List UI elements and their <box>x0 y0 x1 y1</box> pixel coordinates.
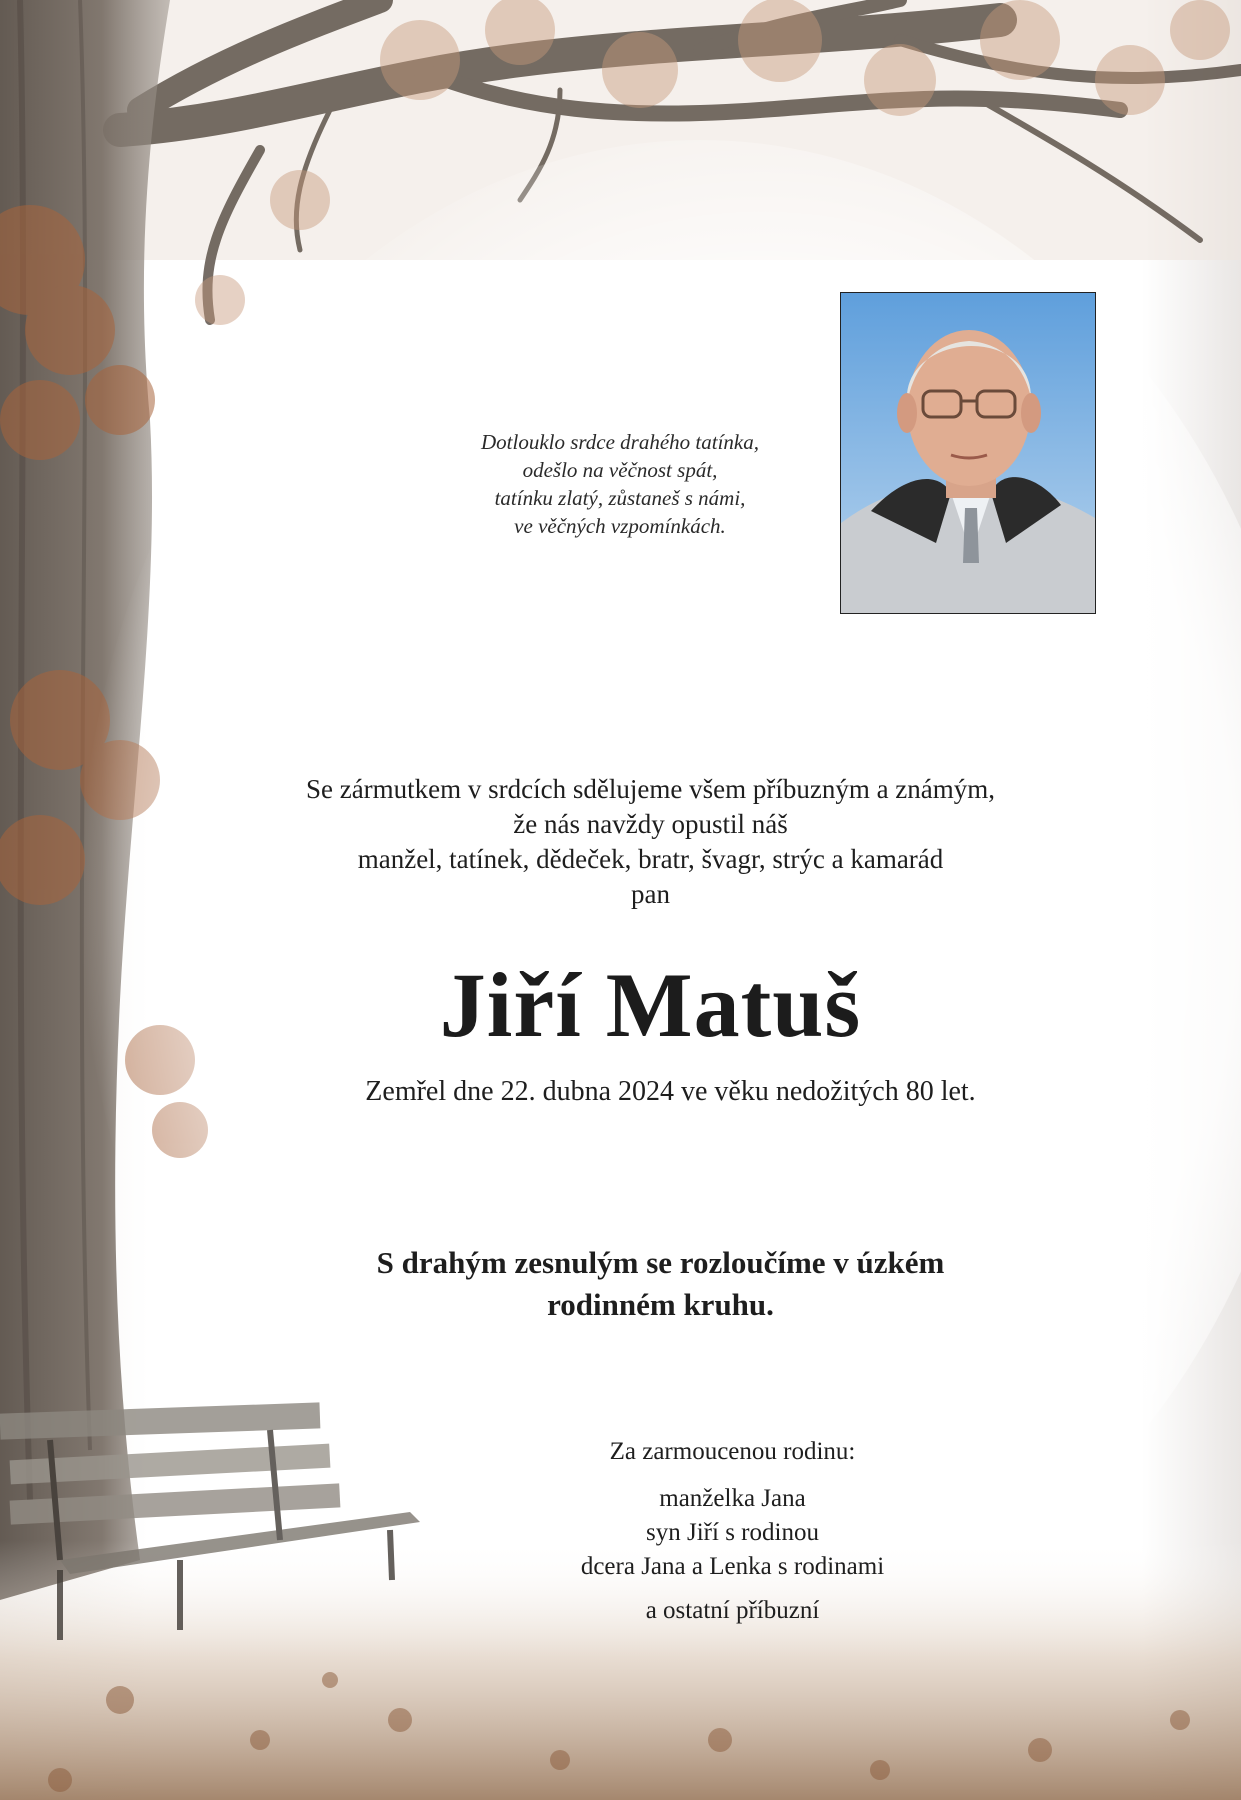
deceased-name: Jiří Matuš <box>439 954 862 1056</box>
family-member: dcera Jana a Lenka s rodinami <box>580 1553 885 1580</box>
announcement-line: pan <box>631 879 670 909</box>
portrait-photo <box>840 292 1096 614</box>
announcement-line: manžel, tatínek, dědeček, bratr, švagr, strýc a kamarád <box>357 844 944 874</box>
announcement-line: Se zármutkem v srdcích sdělujeme všem příbuzným a známým, <box>305 774 996 804</box>
family-member: manželka Jana <box>659 1485 806 1512</box>
verse-line: tatínku zlatý, zůstaneš s námi, <box>494 486 746 510</box>
memorial-verse <box>410 428 830 540</box>
family-member: syn Jiří s rodinou <box>646 1519 819 1546</box>
portrait-image <box>841 293 1095 613</box>
verse-line: ve věčných vzpomínkách. <box>514 514 726 538</box>
verse-line: odešlo na věčnost spát, <box>522 458 718 482</box>
farewell-line: S drahým zesnulým se rozloučíme v úzkém <box>376 1245 945 1280</box>
family-members-list <box>112 1482 1241 1628</box>
family-member: a ostatní příbuzní <box>645 1597 820 1624</box>
family-heading: Za zarmoucenou rodinu: <box>609 1438 856 1465</box>
verse-line: Dotlouklo srdce drahého tatínka, <box>480 430 759 454</box>
funeral-farewell-note <box>40 1242 1241 1326</box>
announcement-text <box>30 772 1241 912</box>
announcement-line: že nás navždy opustil náš <box>513 809 788 839</box>
death-date-note: Zemřel dne 22. dubna 2024 ve věku nedožitých 80 let. <box>365 1076 976 1107</box>
farewell-line: rodinném kruhu. <box>547 1287 774 1322</box>
